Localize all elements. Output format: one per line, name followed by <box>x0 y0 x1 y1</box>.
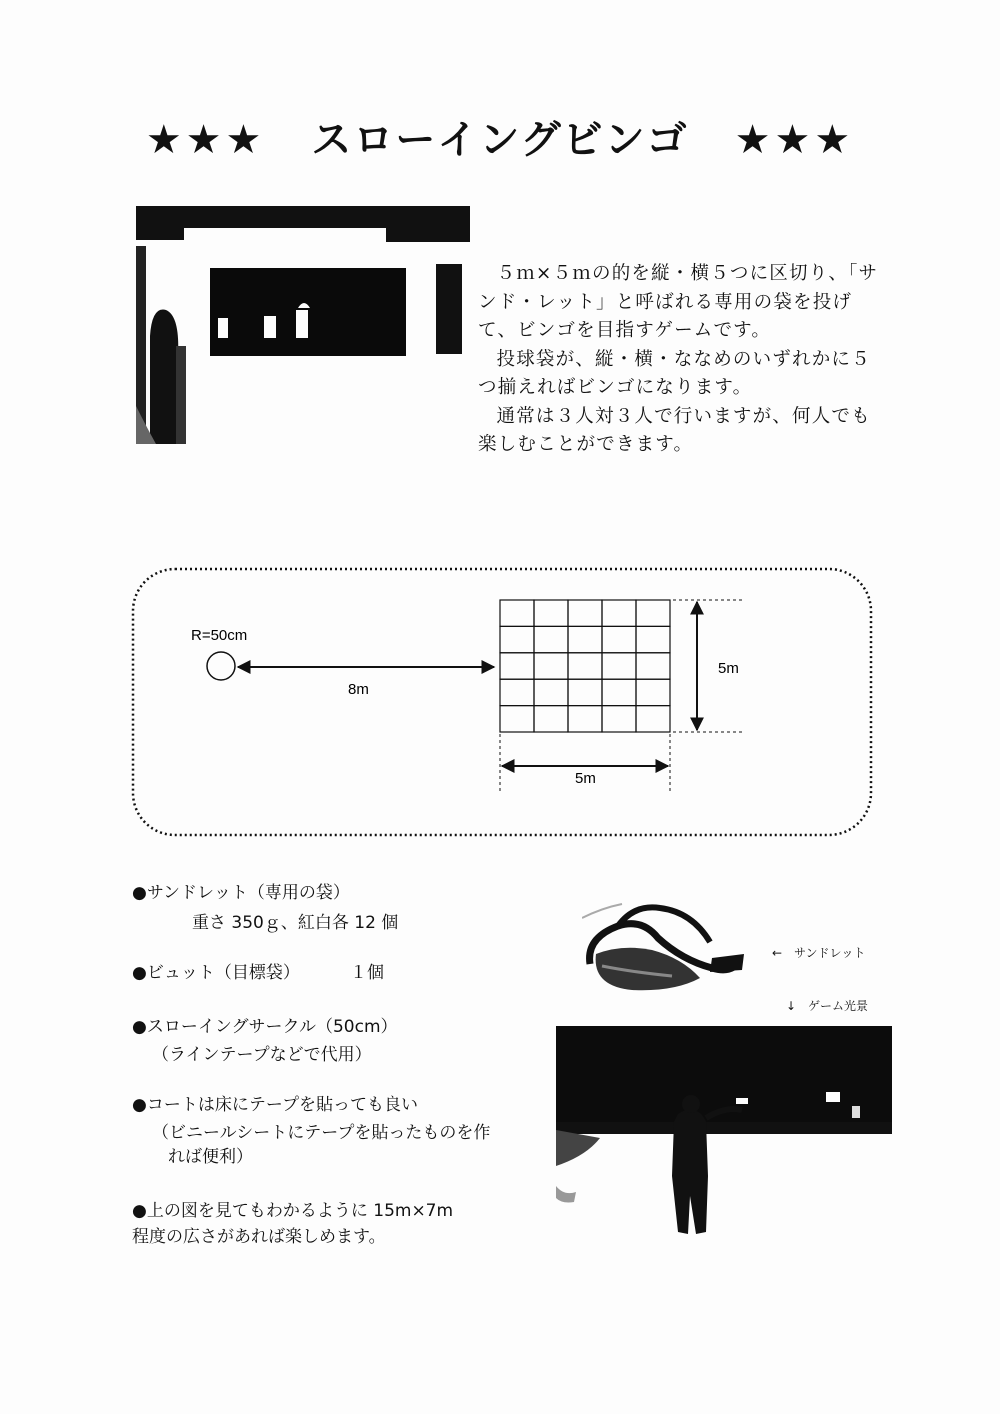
list-item-throwing-circle: ●スローイングサークル（50cm） <box>132 1017 398 1037</box>
grid-cell <box>500 679 534 705</box>
title-text: スローイングビンゴ <box>311 117 689 163</box>
grid-cell <box>568 653 602 679</box>
court-detail-line-1: （ビニールシートにテープを貼ったものを作 <box>152 1123 491 1143</box>
bit-count: １個 <box>350 963 384 983</box>
grid-cell <box>568 626 602 652</box>
grid-cell <box>534 679 568 705</box>
title-stars-right: ★★★ <box>734 117 855 163</box>
grid-cell <box>568 600 602 626</box>
grid-cell <box>636 653 670 679</box>
grid-cell <box>534 653 568 679</box>
grid-cell <box>602 600 636 626</box>
sandlet-bag-photo <box>582 898 752 1010</box>
court-diagram <box>130 566 874 838</box>
title-stars-left: ★★★ <box>145 117 266 163</box>
grid-cell <box>636 600 670 626</box>
width-label: 5m <box>575 770 596 787</box>
grid-cell <box>568 679 602 705</box>
bullet-icon: ● <box>132 1201 147 1221</box>
intro-paragraph-2: 投球袋が、縦・横・ななめのいずれかに５つ揃えればビンゴになります。 <box>478 348 871 398</box>
page-title <box>0 108 1000 165</box>
grid-cell <box>636 706 670 732</box>
distance-label: 8m <box>348 681 369 698</box>
target-grid <box>500 600 670 732</box>
court-boundary <box>133 569 871 835</box>
intro-text <box>478 260 888 460</box>
sandlet-caption: ← サンドレット <box>772 946 866 960</box>
height-label: 5m <box>718 660 739 677</box>
bullet-icon: ● <box>132 1095 147 1115</box>
bullet-icon: ● <box>132 963 147 983</box>
grid-cell <box>602 653 636 679</box>
space-detail: 程度の広さがあれば楽しめます。 <box>132 1227 386 1247</box>
intro-paragraph-1: ５ｍ×５ｍの的を縦・横５つに区切り、「サンド・レット」と呼ばれる専用の袋を投げて、ビンゴを目指すゲームです。 <box>478 263 879 341</box>
list-item-space: ●上の図を見てもわかるように 15m×7m <box>132 1201 454 1221</box>
grid-cell <box>500 706 534 732</box>
court-detail-line-2: れば便利） <box>168 1147 253 1167</box>
throwing-circle-detail: （ラインテープなどで代用） <box>152 1045 372 1065</box>
bullet-icon: ● <box>132 883 147 903</box>
grid-cell <box>534 600 568 626</box>
grid-cell <box>534 706 568 732</box>
grid-cell <box>500 626 534 652</box>
game-scene-photo <box>556 1026 892 1242</box>
grid-cell <box>500 600 534 626</box>
game-hall-photo <box>136 206 470 444</box>
grid-cell <box>534 626 568 652</box>
list-item-sandlet: ●サンドレット（専用の袋） <box>132 883 350 903</box>
list-item-court: ●コートは床にテープを貼っても良い <box>132 1095 418 1115</box>
grid-cell <box>636 679 670 705</box>
grid-cell <box>568 706 602 732</box>
grid-cell <box>602 679 636 705</box>
throwing-circle <box>207 652 235 680</box>
grid-cell <box>636 626 670 652</box>
circle-radius-label: R=50cm <box>191 627 248 644</box>
grid-cell <box>602 706 636 732</box>
sandlet-detail: 重さ 350ｇ、紅白各 12 個 <box>192 913 399 933</box>
intro-paragraph-3: 通常は３人対３人で行いますが、何人でも楽しむことができます。 <box>478 405 871 455</box>
bullet-icon: ● <box>132 1017 147 1037</box>
grid-cell <box>500 653 534 679</box>
list-item-bit: ●ビュット（目標袋） <box>132 963 300 983</box>
game-scene-caption: ↓ ゲーム光景 <box>786 999 869 1013</box>
grid-cell <box>602 626 636 652</box>
